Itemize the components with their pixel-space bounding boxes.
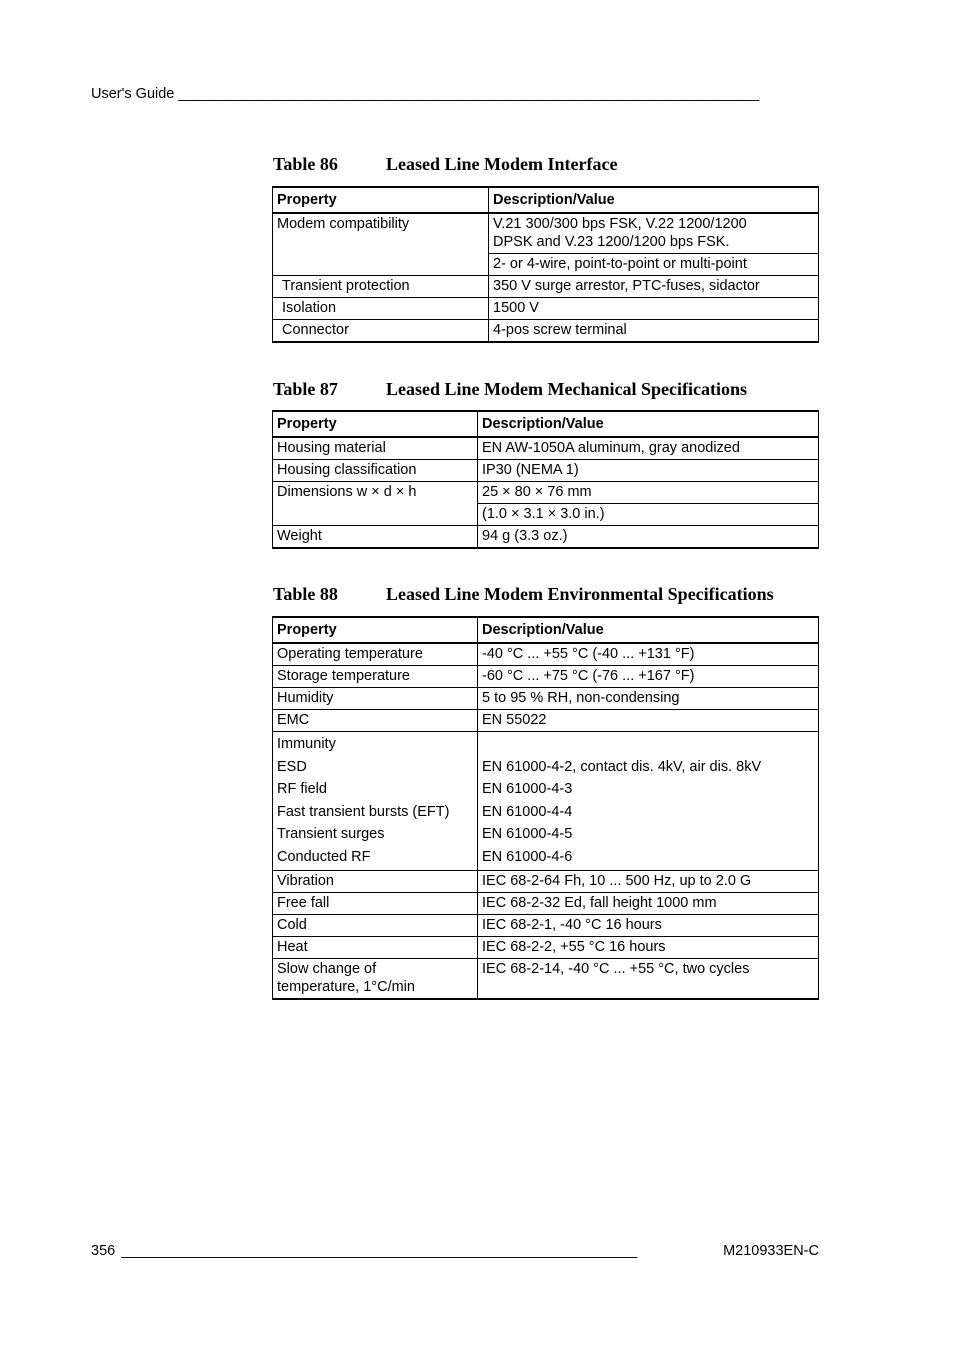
transient-surges-label: Transient surges bbox=[277, 826, 385, 842]
property-cell bbox=[273, 959, 478, 1000]
value-cell: 350 V surge arrestor, PTC-fuses, sidactor bbox=[489, 276, 819, 298]
table-88 bbox=[272, 616, 819, 1000]
table-row bbox=[273, 298, 819, 320]
property-cell: Modem compatibility bbox=[273, 213, 489, 276]
document-code: M210933EN-C bbox=[723, 1243, 819, 1259]
table-row bbox=[273, 482, 819, 504]
table-row bbox=[273, 437, 819, 460]
value-cell: 25 × 80 × 76 mm bbox=[478, 482, 819, 504]
table-row bbox=[273, 320, 819, 343]
table-row bbox=[273, 276, 819, 298]
page-number: 356 bbox=[91, 1243, 116, 1259]
eft-label: Fast transient bursts (EFT) bbox=[277, 803, 450, 820]
caption-title: Leased Line Modem Mechanical Specifications bbox=[386, 379, 747, 399]
table-row bbox=[273, 688, 819, 710]
property-cell: Heat bbox=[273, 937, 478, 959]
value-cell: IEC 68-2-1, -40 °C 16 hours bbox=[478, 915, 819, 937]
value-cell: IEC 68-2-2, +55 °C 16 hours bbox=[478, 937, 819, 959]
table-row bbox=[273, 871, 819, 893]
table-header-row bbox=[273, 617, 819, 643]
property-cell: Housing classification bbox=[273, 460, 478, 482]
value-cell: IEC 68-2-32 Ed, fall height 1000 mm bbox=[478, 893, 819, 915]
esd-label: ESD bbox=[277, 758, 307, 775]
table-header-row bbox=[273, 411, 819, 437]
table-row bbox=[273, 710, 819, 732]
table-87-caption bbox=[273, 379, 747, 400]
value-cell: (1.0 × 3.1 × 3.0 in.) bbox=[478, 504, 819, 526]
table-row-immunity bbox=[273, 732, 819, 871]
column-header-value: Description/Value bbox=[478, 411, 819, 437]
table-row bbox=[273, 460, 819, 482]
conducted-rf-label: Conducted RF bbox=[277, 848, 371, 865]
value-cell: -60 °C ... +75 °C (-76 ... +167 °F) bbox=[478, 666, 819, 688]
value-cell: 2- or 4-wire, point-to-point or multi-point bbox=[489, 254, 819, 276]
property-cell bbox=[273, 732, 478, 871]
table-row bbox=[273, 893, 819, 915]
property-cell: Cold bbox=[273, 915, 478, 937]
table-row bbox=[273, 666, 819, 688]
footer-rule: ________________________________________________________________ bbox=[121, 1243, 638, 1259]
immunity-label: Immunity bbox=[277, 736, 336, 752]
value-line: DPSK and V.23 1200/1200 bps FSK. bbox=[493, 234, 730, 250]
property-cell: Operating temperature bbox=[273, 643, 478, 666]
property-cell: Vibration bbox=[273, 871, 478, 893]
property-cell: EMC bbox=[273, 710, 478, 732]
value-cell: 4-pos screw terminal bbox=[489, 320, 819, 343]
value-cell: IEC 68-2-14, -40 °C ... +55 °C, two cycles bbox=[478, 959, 819, 1000]
column-header-property: Property bbox=[273, 617, 478, 643]
esd-value: EN 61000-4-2, contact dis. 4kV, air dis. 8kV bbox=[482, 758, 762, 775]
transient-surges-value: EN 61000-4-5 bbox=[482, 826, 573, 842]
column-header-property: Property bbox=[273, 187, 489, 213]
column-header-property: Property bbox=[273, 411, 478, 437]
table-row bbox=[273, 959, 819, 1000]
caption-number: Table 86 bbox=[273, 154, 338, 174]
value-cell: EN 55022 bbox=[478, 710, 819, 732]
property-cell: Free fall bbox=[273, 893, 478, 915]
table-header-row bbox=[273, 187, 819, 213]
eft-value: EN 61000-4-4 bbox=[482, 803, 573, 820]
property-cell: Storage temperature bbox=[273, 666, 478, 688]
property-cell: Isolation bbox=[273, 298, 489, 320]
caption-title: Leased Line Modem Environmental Specifications bbox=[386, 584, 774, 604]
property-cell: Housing material bbox=[273, 437, 478, 460]
table-row bbox=[273, 643, 819, 666]
property-cell: Humidity bbox=[273, 688, 478, 710]
value-cell: EN AW-1050A aluminum, gray anodized bbox=[478, 437, 819, 460]
table-86-caption bbox=[273, 154, 617, 175]
caption-number: Table 87 bbox=[273, 379, 338, 399]
value-line: V.21 300/300 bps FSK, V.22 1200/1200 bbox=[493, 216, 747, 232]
value-cell bbox=[478, 732, 819, 871]
table-87 bbox=[272, 410, 819, 549]
value-cell: 94 g (3.3 oz.) bbox=[478, 526, 819, 549]
rf-field-label: RF field bbox=[277, 781, 327, 797]
page-header: User's Guide ________________________________________________________________________ bbox=[91, 86, 760, 102]
table-row bbox=[273, 937, 819, 959]
value-cell: 5 to 95 % RH, non-condensing bbox=[478, 688, 819, 710]
column-header-value: Description/Value bbox=[478, 617, 819, 643]
property-cell: Weight bbox=[273, 526, 478, 549]
table-row bbox=[273, 915, 819, 937]
table-row bbox=[273, 213, 819, 254]
rf-field-value: EN 61000-4-3 bbox=[482, 781, 573, 797]
property-cell: Transient protection bbox=[273, 276, 489, 298]
value-cell: IEC 68-2-64 Fh, 10 ... 500 Hz, up to 2.0 G bbox=[478, 871, 819, 893]
page-footer bbox=[91, 1243, 819, 1259]
value-cell bbox=[489, 213, 819, 254]
property-cell: Dimensions w × d × h bbox=[273, 482, 478, 526]
conducted-rf-value: EN 61000-4-6 bbox=[482, 848, 573, 865]
table-86 bbox=[272, 186, 819, 343]
property-cell: Connector bbox=[273, 320, 489, 343]
table-row bbox=[273, 526, 819, 549]
property-line: Slow change of bbox=[277, 961, 377, 977]
column-header-value: Description/Value bbox=[489, 187, 819, 213]
caption-number: Table 88 bbox=[273, 584, 338, 604]
value-cell: -40 °C ... +55 °C (-40 ... +131 °F) bbox=[478, 643, 819, 666]
value-cell: IP30 (NEMA 1) bbox=[478, 460, 819, 482]
value-cell: 1500 V bbox=[489, 298, 819, 320]
caption-title: Leased Line Modem Interface bbox=[386, 154, 618, 174]
property-line: temperature, 1°C/min bbox=[277, 979, 415, 995]
immunity-value bbox=[482, 733, 814, 756]
table-88-caption bbox=[273, 584, 774, 605]
